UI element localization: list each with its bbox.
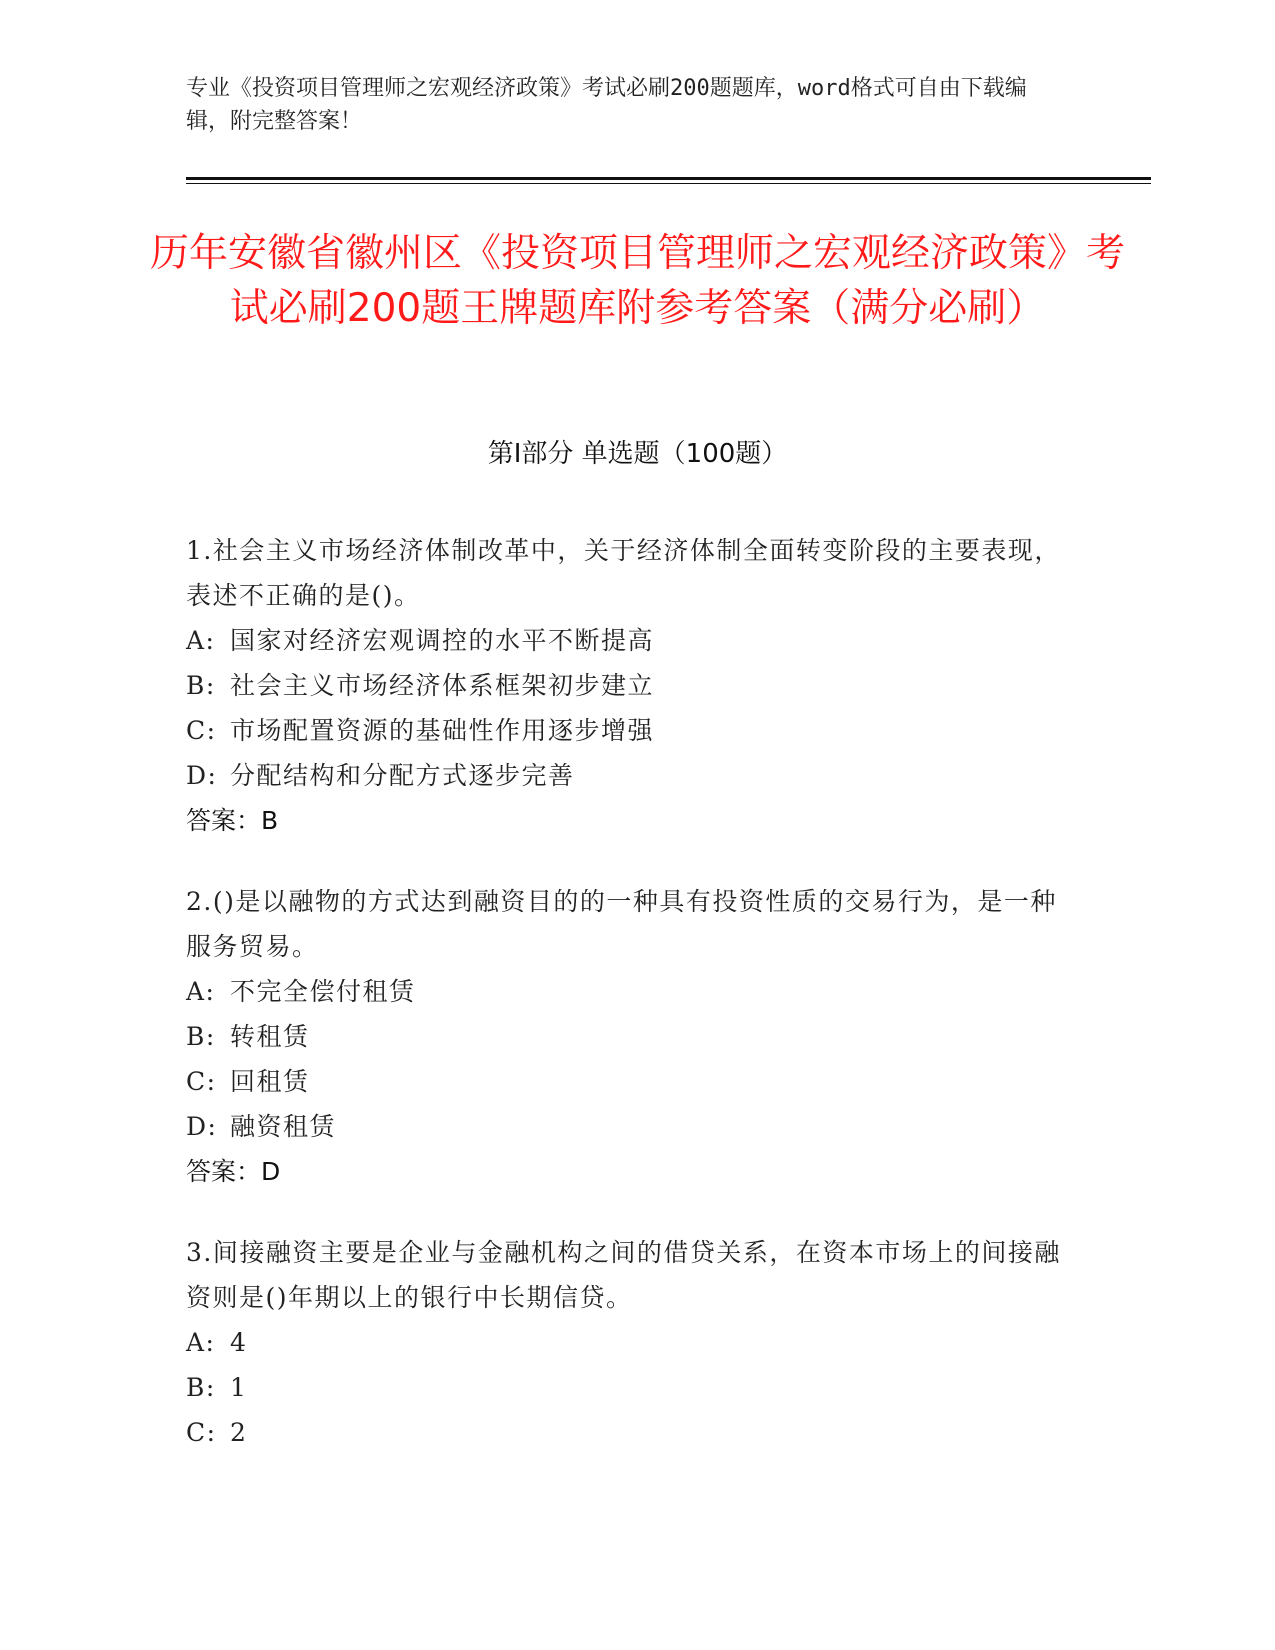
- option-text: 回租赁: [230, 1067, 310, 1096]
- question-stem: 1.社会主义市场经济体制改革中，关于经济体制全面转变阶段的主要表现，表述不正确的是()。: [186, 536, 1061, 610]
- option-text: 国家对经济宏观调控的水平不断提高: [230, 626, 655, 655]
- question-1: [186, 528, 1066, 843]
- option-text: 4: [230, 1328, 248, 1357]
- option-text: 分配结构和分配方式逐步完善: [230, 761, 575, 790]
- option-key: B:: [186, 1373, 216, 1402]
- option-key: D:: [186, 1112, 218, 1141]
- question-3: [186, 1230, 1066, 1455]
- question-2: [186, 879, 1066, 1194]
- option-key: A:: [186, 977, 216, 1006]
- option-c: [186, 708, 1066, 753]
- option-b: [186, 663, 1066, 708]
- option-d: [186, 1104, 1066, 1149]
- option-text: 不完全偿付租赁: [230, 977, 416, 1006]
- option-text: 转租赁: [230, 1022, 310, 1051]
- option-text: 融资租赁: [230, 1112, 337, 1141]
- option-key: B:: [186, 1022, 216, 1051]
- answer: 答案：D: [186, 1157, 281, 1186]
- option-text: 市场配置资源的基础性作用逐步增强: [230, 716, 655, 745]
- question-stem: 2.()是以融物的方式达到融资目的的一种具有投资性质的交易行为，是一种服务贸易。: [186, 887, 1057, 961]
- option-b: [186, 1014, 1066, 1059]
- option-a: [186, 969, 1066, 1014]
- option-a: [186, 618, 1066, 663]
- question-stem: 3.间接融资主要是企业与金融机构之间的借贷关系，在资本市场上的间接融资则是()年期以上的银行中长期信贷。: [186, 1238, 1061, 1312]
- option-key: C:: [186, 1067, 217, 1096]
- document-title: 历年安徽省徽州区《投资项目管理师之宏观经济政策》考试必刷200题王牌题库附参考答案（满分必刷）: [150, 231, 1126, 331]
- option-d: [186, 753, 1066, 798]
- section-title: 第I部分 单选题（100题）: [487, 439, 788, 469]
- option-b: [186, 1365, 1066, 1410]
- option-key: A:: [186, 626, 216, 655]
- header-note: 专业《投资项目管理师之宏观经济政策》考试必刷200题题库，word格式可自由下载编辑，附完整答案！: [186, 76, 1027, 134]
- answer: 答案：B: [186, 806, 279, 835]
- option-key: B:: [186, 671, 216, 700]
- option-key: C:: [186, 1418, 217, 1447]
- header-divider-thick: [186, 177, 1151, 180]
- option-c: [186, 1059, 1066, 1104]
- option-text: 2: [230, 1418, 248, 1447]
- option-key: D:: [186, 761, 218, 790]
- option-c: [186, 1410, 1066, 1455]
- option-key: A:: [186, 1328, 216, 1357]
- option-text: 1: [230, 1373, 248, 1402]
- question-list: [186, 528, 1066, 1491]
- option-a: [186, 1320, 1066, 1365]
- option-key: C:: [186, 716, 217, 745]
- option-text: 社会主义市场经济体系框架初步建立: [230, 671, 655, 700]
- header-divider-thin: [186, 183, 1151, 184]
